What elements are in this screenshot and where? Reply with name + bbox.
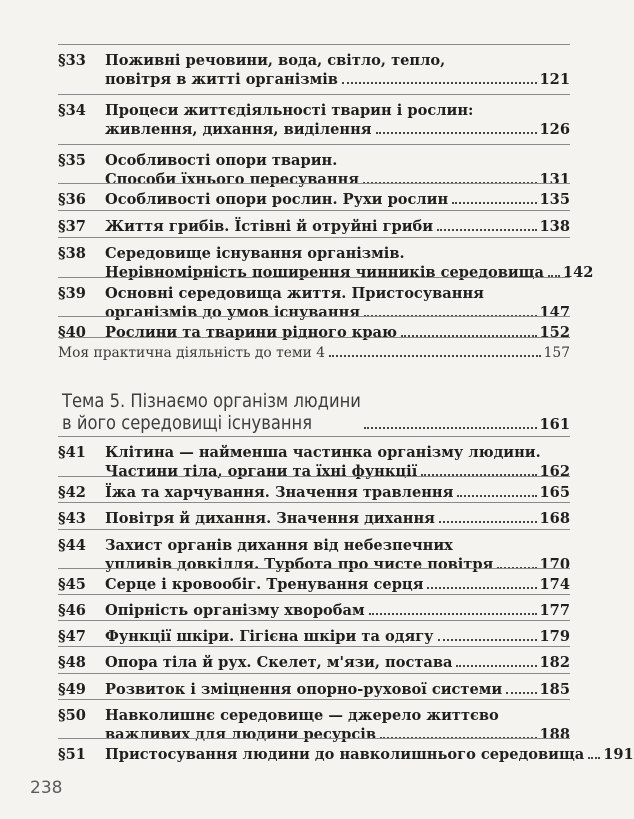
dot-leader bbox=[437, 229, 536, 231]
toc-entry-body bbox=[105, 746, 634, 765]
toc-entry bbox=[58, 218, 570, 237]
dot-leader bbox=[329, 355, 541, 357]
section-number: §47 bbox=[58, 628, 86, 645]
toc-entry-page: 157 bbox=[543, 345, 570, 361]
dot-leader bbox=[588, 757, 600, 759]
toc-entry-title-line: Клітина — найменша частинка організму людини. bbox=[105, 444, 541, 461]
toc-entry-title: Розвиток і зміцнення опорно-рухової системи bbox=[105, 681, 503, 698]
section-number: §49 bbox=[58, 681, 86, 698]
toc-entry-page: 138 bbox=[539, 218, 570, 235]
toc-entry-page: 182 bbox=[539, 654, 570, 671]
toc-entry-title-line: Особливості опори тварин. bbox=[105, 152, 338, 169]
toc-entry-title: Частини тіла, органи та їхні функції bbox=[105, 462, 418, 480]
toc-entry bbox=[58, 654, 570, 673]
toc-entry-last-line bbox=[105, 726, 570, 745]
toc-entry-title-line: Навколишнє середовище — джерело життєво bbox=[105, 707, 499, 724]
toc-entry-last-line bbox=[105, 71, 570, 90]
theme-page: 161 bbox=[539, 416, 570, 433]
toc-entry-title: Моя практична діяльність до теми 4 bbox=[58, 345, 325, 361]
toc-entry-last-line bbox=[105, 191, 570, 210]
toc-entry-page: 162 bbox=[539, 462, 570, 480]
dot-leader bbox=[342, 82, 537, 84]
toc-entry-title: повітря в житті організмів bbox=[105, 70, 338, 88]
toc-entry-page: 121 bbox=[539, 70, 570, 88]
dot-leader bbox=[369, 613, 537, 615]
dot-leader bbox=[452, 202, 536, 204]
toc-entry-last-line bbox=[105, 510, 570, 529]
toc-entry-title-line: Середовище існування організмів. bbox=[105, 245, 405, 262]
toc-entry-body bbox=[105, 191, 570, 210]
toc-entry-body bbox=[105, 602, 570, 621]
toc-entry-page: 174 bbox=[539, 576, 570, 593]
toc-entry-title-line: Процеси життєдіяльності тварин і рослин: bbox=[105, 102, 474, 119]
toc-entry-title: Рослини та тварини рідного краю bbox=[105, 324, 397, 341]
toc-entry-body bbox=[105, 102, 570, 139]
toc-entry-title: Особливості опори рослин. Рухи рослин bbox=[105, 191, 449, 208]
toc-entry-page: 185 bbox=[539, 681, 570, 698]
section-number: §35 bbox=[58, 152, 86, 169]
toc-entry-title: Функції шкіри. Гігієна шкіри та одягу bbox=[105, 628, 434, 645]
toc-entry bbox=[58, 746, 634, 765]
dot-leader bbox=[364, 427, 537, 429]
toc-entry-title: Серце і кровообіг. Тренування серця bbox=[105, 576, 424, 593]
toc-entry-last-line bbox=[105, 218, 570, 237]
toc-entry-title: Їжа та харчування. Значення травлення bbox=[105, 484, 454, 501]
toc-entry-page: 165 bbox=[539, 484, 570, 501]
section-number: §40 bbox=[58, 324, 86, 341]
toc-entry-title: Повітря й дихання. Значення дихання bbox=[105, 510, 435, 527]
toc-entry-title: Нерівномірність поширення чинників середовища bbox=[105, 263, 544, 281]
section-number: §33 bbox=[58, 52, 86, 69]
toc-entry-page: 168 bbox=[539, 510, 570, 527]
toc-entry-body bbox=[105, 52, 570, 89]
toc-entry bbox=[58, 191, 570, 210]
dot-leader bbox=[439, 521, 537, 523]
toc-entry-body bbox=[105, 510, 570, 529]
toc-entry-last-line bbox=[105, 171, 570, 190]
toc-entry-practice-topic-4 bbox=[58, 345, 570, 361]
toc-entry-title: Опора тіла й рух. Скелет, м'язи, постава bbox=[105, 654, 453, 671]
toc-entry-last-line bbox=[105, 654, 570, 673]
toc-entry-title: упливів довкілля. Турбота про чисте повітря bbox=[105, 555, 494, 573]
toc-entry-page: 147 bbox=[539, 303, 570, 321]
dot-leader bbox=[506, 692, 536, 694]
toc-entry bbox=[58, 52, 570, 89]
toc-entry-body bbox=[105, 628, 570, 647]
toc-entry bbox=[58, 681, 570, 700]
toc-entry bbox=[58, 576, 570, 595]
toc-entry-title-line: Основні середовища життя. Пристосування bbox=[105, 285, 484, 302]
dot-leader bbox=[427, 587, 536, 589]
toc-entry-last-line bbox=[105, 324, 570, 343]
toc-entry-title: живлення, дихання, виділення bbox=[105, 120, 372, 138]
theme-title-line-2-text: в його середовищі існування bbox=[62, 412, 313, 434]
toc-entry-last-line bbox=[105, 463, 570, 482]
toc-entry-page: 152 bbox=[539, 324, 570, 341]
toc-entry-body bbox=[105, 324, 570, 343]
toc-entry-last-line bbox=[105, 628, 570, 647]
dot-leader bbox=[456, 665, 536, 667]
theme-title-line-2 bbox=[62, 412, 570, 434]
dot-leader bbox=[438, 639, 537, 641]
toc-entry-body bbox=[105, 681, 570, 700]
toc-entry bbox=[58, 602, 570, 621]
section-number: §39 bbox=[58, 285, 86, 302]
toc-entry-page: 131 bbox=[539, 170, 570, 188]
toc-entry-last-line bbox=[105, 576, 570, 595]
toc-entry-body bbox=[105, 576, 570, 595]
toc-entry bbox=[58, 324, 570, 343]
theme-5-heading bbox=[62, 391, 570, 412]
section-number: §41 bbox=[58, 444, 86, 461]
toc-entry-body bbox=[105, 484, 570, 503]
toc-entry bbox=[58, 102, 570, 139]
section-number: §42 bbox=[58, 484, 86, 501]
toc-entry-page: 170 bbox=[539, 555, 570, 573]
section-number: §51 bbox=[58, 746, 86, 763]
dot-leader bbox=[376, 132, 537, 134]
section-number: §45 bbox=[58, 576, 86, 593]
section-number: §44 bbox=[58, 537, 86, 554]
toc-entry-title: важливих для людини ресурсів bbox=[105, 725, 376, 743]
theme-title-line-1: Тема 5. Пізнаємо організм людини bbox=[62, 390, 361, 412]
toc-entry bbox=[58, 628, 570, 647]
toc-entry-last-line bbox=[105, 121, 570, 140]
toc-entry-page: 179 bbox=[539, 628, 570, 645]
toc-entry-body bbox=[105, 654, 570, 673]
dot-leader bbox=[457, 495, 536, 497]
section-number: §36 bbox=[58, 191, 86, 208]
toc-entry bbox=[58, 510, 570, 529]
toc-entry-last-line bbox=[105, 746, 634, 765]
page-number: 238 bbox=[30, 778, 63, 798]
toc-entry-page: 135 bbox=[539, 191, 570, 208]
section-number: §46 bbox=[58, 602, 86, 619]
toc-entry-page: 177 bbox=[539, 602, 570, 619]
toc-entry-title: Пристосування людини до навколишнього середовища bbox=[105, 746, 585, 763]
section-number: §50 bbox=[58, 707, 86, 724]
toc-entry-last-line bbox=[105, 304, 570, 323]
toc-entry-title-line: Поживні речовини, вода, світло, тепло, bbox=[105, 52, 446, 69]
toc-entry-title: Опірність організму хворобам bbox=[105, 602, 365, 619]
toc-entry-title: Способи їхнього пересування bbox=[105, 170, 360, 188]
toc-entry-last-line bbox=[105, 263, 594, 283]
toc-entry-page: 142 bbox=[562, 263, 594, 281]
toc-entry bbox=[58, 484, 570, 503]
toc-entry-title: організмів до умов існування bbox=[105, 303, 361, 321]
toc-entry-body bbox=[105, 218, 570, 237]
toc-entry-page: 188 bbox=[539, 725, 570, 743]
toc-entry-last-line bbox=[105, 556, 570, 575]
section-number: §37 bbox=[58, 218, 86, 235]
toc-entry-title: Життя грибів. Їстівні й отруйні гриби bbox=[105, 218, 434, 235]
section-number: §34 bbox=[58, 102, 86, 119]
toc-entry-page: 191 bbox=[603, 746, 634, 763]
toc-entry-last-line bbox=[105, 602, 570, 621]
section-number: §48 bbox=[58, 654, 86, 671]
toc-entry-title-line: Захист органів дихання від небезпечних bbox=[105, 537, 453, 554]
toc-entry-last-line bbox=[105, 484, 570, 503]
toc-entry-page: 126 bbox=[539, 120, 570, 138]
section-number: §43 bbox=[58, 510, 86, 527]
toc-entry-last-line bbox=[105, 681, 570, 700]
section-number: §38 bbox=[58, 245, 86, 262]
